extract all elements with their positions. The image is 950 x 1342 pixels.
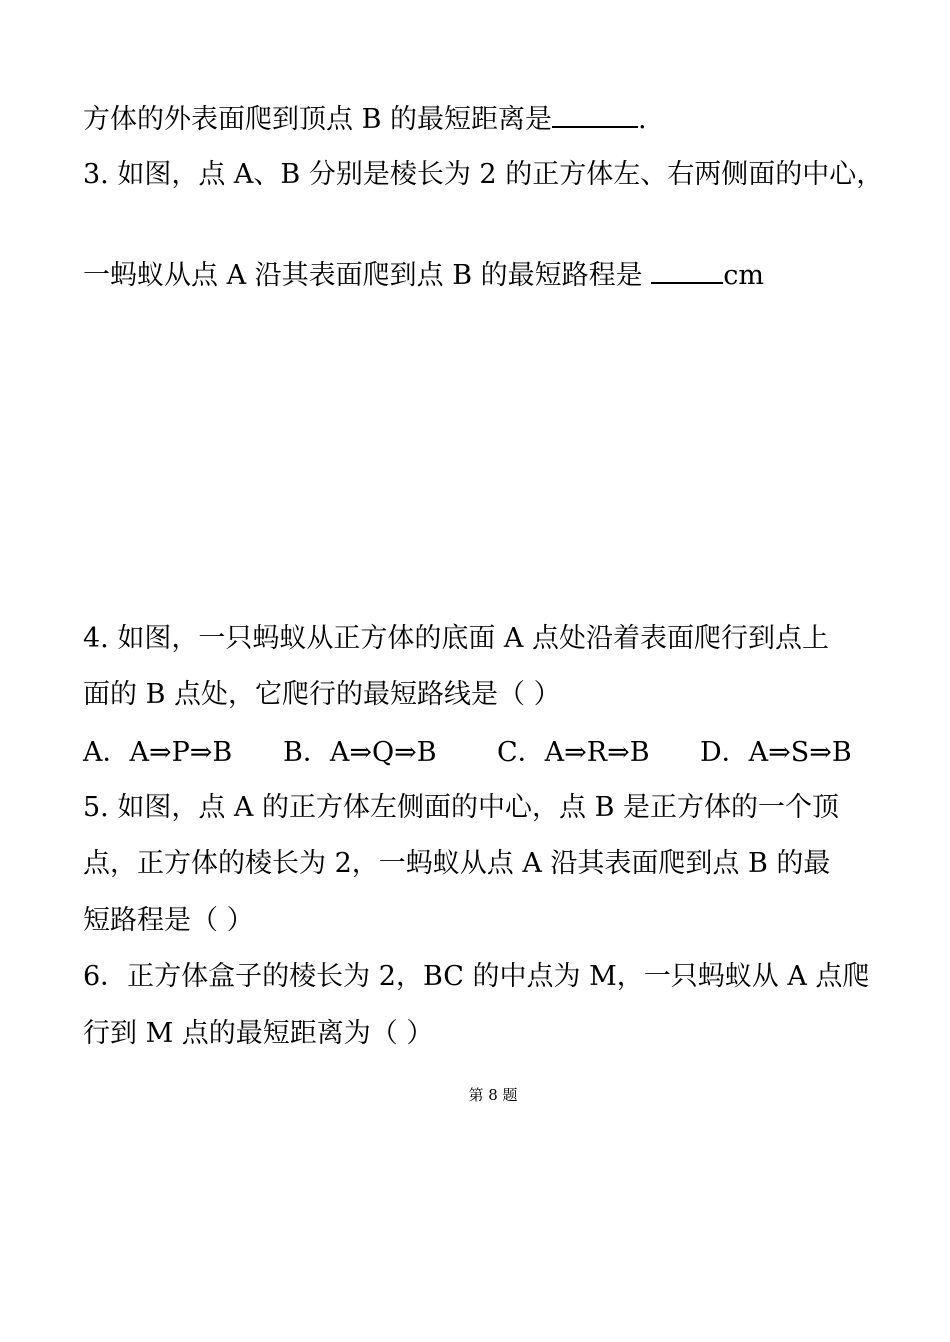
q5-line-3: 短路程是（ ） [83, 905, 254, 936]
q3-line-2 [83, 256, 764, 294]
q5-line-1: 5. 如图，点 A 的正方体左侧面的中心，点 B 是正方体的一个顶 [83, 792, 840, 823]
q5-line-2: 点，正方体的棱长为 2，一蚂蚁从点 A 沿其表面爬到点 B 的最 [83, 848, 831, 879]
q3-line-2-text: 一蚂蚁从点 A 沿其表面爬到点 B 的最短路程是 [83, 260, 652, 291]
q6-line-2: 行到 M 点的最短距离为（ ） [83, 1018, 434, 1049]
answer-blank [651, 256, 723, 284]
q6-line-1: 6．正方体盒子的棱长为 2，BC 的中点为 M，一只蚂蚁从 A 点爬 [83, 961, 870, 992]
option-a: A．A⇒P⇒B [83, 737, 233, 768]
q3-unit: cm [723, 260, 764, 291]
q3-line-1: 3. 如图，点 A、B 分别是棱长为 2 的正方体左、右两侧面的中心， [83, 159, 884, 190]
q2-tail-end: . [638, 104, 647, 135]
q4-line-1: 4. 如图，一只蚂蚁从正方体的底面 A 点处沿着表面爬行到点上 [83, 623, 830, 654]
option-d: D．A⇒S⇒B [700, 737, 852, 768]
q2-tail-line [83, 100, 647, 138]
q2-tail-text: 方体的外表面爬到顶点 B 的最短距离是 [83, 104, 553, 135]
option-c: C．A⇒R⇒B [497, 737, 650, 768]
answer-blank [552, 100, 638, 128]
option-b: B．A⇒Q⇒B [283, 737, 437, 768]
figure-caption: 第 8 题 [468, 1086, 518, 1104]
q4-line-2: 面的 B 点处，它爬行的最短路线是（ ） [83, 679, 561, 710]
